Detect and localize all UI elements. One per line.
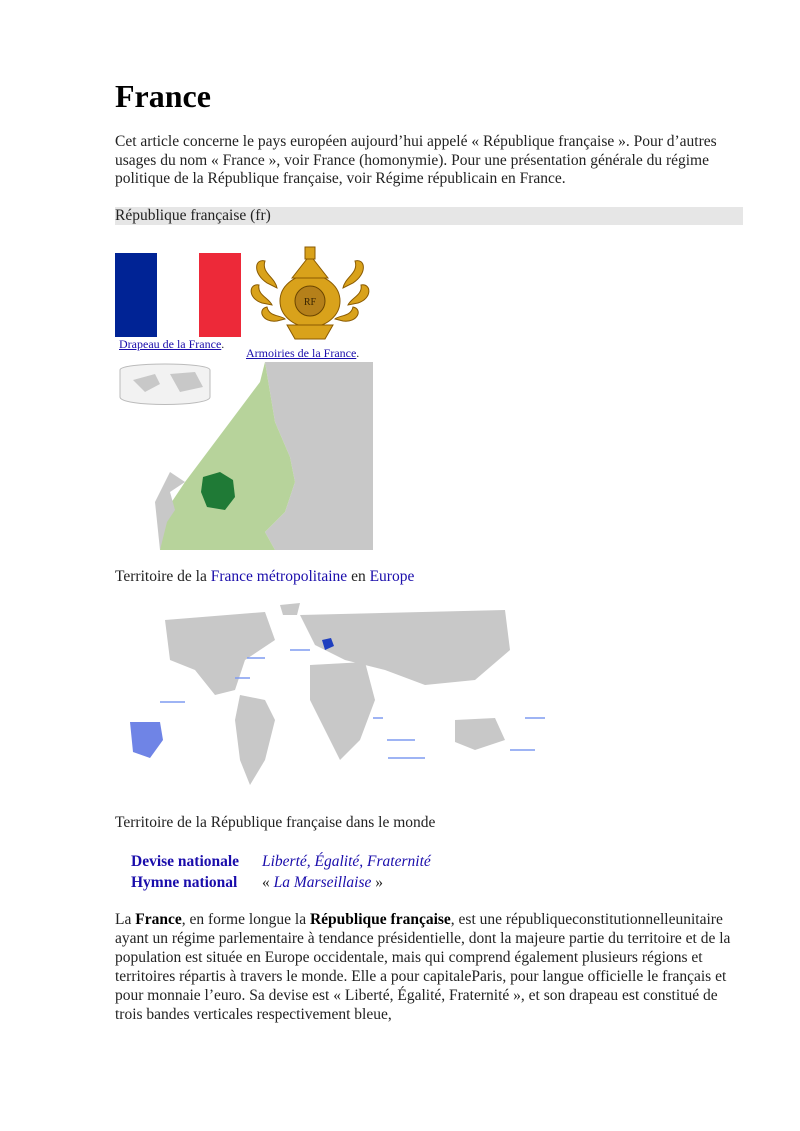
flag-caption-dot: . [221, 337, 225, 351]
lead-text-3: , est une républiqueconstitutionnelleunitaire ayant un régime parlementaire à tendance présidentielle, dont la majeure partie du territoire et de la population est située en Europe occidentale, mais qui comprend également plusieurs régions et territoires répartis à travers le monde. Elle a pour capitaleParis, pour langue officielle le français et pour monnaie l’euro. Sa devise est « Liberté, Égalité, Fraternité », et son drapeau est constitué de trois bandes verticales respectivement bleue, [115, 911, 731, 1023]
anthem-label[interactable]: Hymne national [131, 874, 238, 891]
lead-text-2: , en forme longue la [181, 911, 310, 928]
anthem-value[interactable]: La Marseillaise [273, 874, 372, 891]
flag-white-band [157, 253, 199, 337]
europe-caption-prefix: Territoire de la [115, 568, 211, 585]
page-title: France [115, 78, 211, 114]
link-france-metropolitaine[interactable]: France métropolitaine [210, 568, 348, 585]
infobox-motto-table [131, 851, 431, 893]
lead-bold-republique: République française [309, 911, 451, 928]
lead-paragraph [115, 910, 743, 1024]
europe-caption-middle: en [347, 568, 370, 585]
europe-location-map[interactable] [115, 362, 373, 550]
flag-caption [119, 337, 224, 352]
anthem-row [131, 872, 431, 893]
infobox-header: République française (fr) [115, 207, 743, 225]
link-europe[interactable]: Europe [369, 568, 415, 585]
motto-label[interactable]: Devise nationale [131, 853, 240, 870]
flag-blue-band [115, 253, 157, 337]
anthem-open-quote: « [262, 874, 274, 891]
flag-caption-link[interactable]: Drapeau de la France [119, 337, 222, 351]
flag-image[interactable] [115, 253, 241, 337]
coat-of-arms-image[interactable] [247, 243, 373, 347]
coat-caption [246, 346, 359, 361]
europe-map-caption [115, 568, 414, 586]
motto-value[interactable]: Liberté, Égalité, Fraternité [262, 853, 431, 870]
lead-text-1: La [115, 911, 136, 928]
flag-red-band [199, 253, 241, 337]
lead-bold-france: France [135, 911, 182, 928]
world-map-caption: Territoire de la République française dans le monde [115, 814, 436, 831]
anthem-close-quote: » [371, 874, 383, 891]
svg-text:RF: RF [303, 297, 317, 308]
coat-caption-dot: . [356, 346, 360, 360]
coat-caption-link[interactable]: Armoiries de la France [246, 346, 357, 360]
world-location-map[interactable] [125, 600, 570, 795]
hatnote: Cet article concerne le pays européen aujourd’hui appelé « République française ». Pour d’autres usages du nom « France », voir France (homonymie). Pour une présentation générale du régime politique de la République française, voir Régime républicain en France. [115, 133, 717, 187]
motto-row [131, 851, 431, 872]
